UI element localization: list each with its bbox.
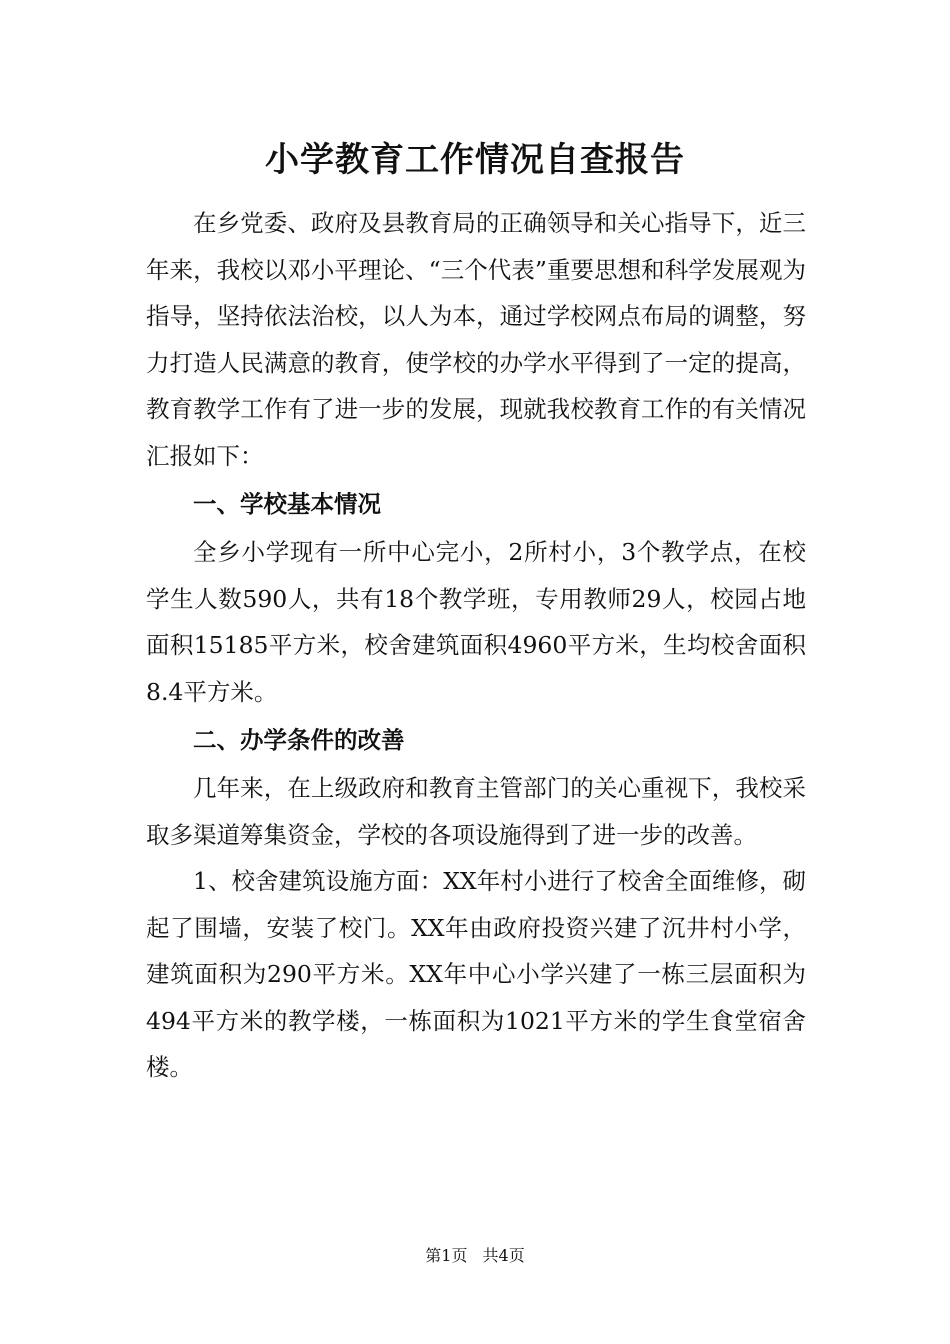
page-count: 共4页 [482,1246,525,1265]
section-heading-basic-info: 一、学校基本情况 [193,490,381,518]
basic-info-paragraph: 全乡小学现有一所中心完小，2所村小，3个教学点，在校学生人数590人，共有18个教学班，专用教师29人，校园占地面积15185平方米，校舍建筑面积4960平方米，生均校舍面积8.4平方米。 [146,538,806,706]
document-body [146,200,806,1091]
page-footer [0,1243,950,1266]
section-heading-conditions: 二、办学条件的改善 [193,726,405,754]
document-title: 小学教育工作情况自查报告 [265,140,685,180]
page-number: 第1页 [425,1246,468,1265]
intro-paragraph: 在乡党委、政府及县教育局的正确领导和关心指导下，近三年来，我校以邓小平理论、“三个代表”重要思想和科学发展观为指导，坚持依法治校，以人为本，通过学校网点布局的调整，努力打造人民满意的教育，使学校的办学水平得到了一定的提高，教育教学工作有了进一步的发展，现就我校教育工作的有关情况汇报如下： [146,209,806,470]
conditions-paragraph: 几年来，在上级政府和教育主管部门的关心重视下，我校采取多渠道筹集资金，学校的各项设施得到了进一步的改善。 [146,774,806,849]
buildings-paragraph: 1、校舍建筑设施方面：XX年村小进行了校舍全面维修，砌起了围墙，安装了校门。XX年由政府投资兴建了沉井村小学，建筑面积为290平方米。XX年中心小学兴建了一栋三层面积为494平方米的教学楼，一栋面积为1021平方米的学生食堂宿舍楼。 [146,867,806,1081]
